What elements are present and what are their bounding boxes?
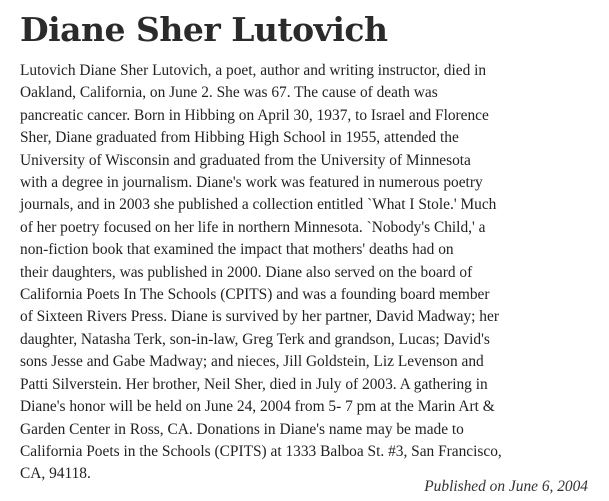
body-line: Oakland, California, on June 2. She was 67. The cause of death was: [20, 84, 438, 102]
body-line: California Poets In The Schools (CPITS) and was a founding board member: [20, 286, 490, 304]
body-line: California Poets in the Schools (CPITS) at 1333 Balboa St. #3, San Francisco,: [20, 442, 502, 460]
body-line: sons Jesse and Gabe Madway; and nieces, Jill Goldstein, Liz Levenson and: [20, 353, 484, 371]
body-line: their daughters, was published in 2000. Diane also served on the board of: [20, 263, 473, 281]
body-line: Sher, Diane graduated from Hibbing High School in 1955, attended the: [20, 129, 459, 147]
body-line: daughter, Natasha Terk, son-in-law, Greg Terk and grandson, Lucas; David's: [20, 330, 490, 348]
body-line: pancreatic cancer. Born in Hibbing on April 30, 1937, to Israel and Florence: [20, 106, 489, 124]
obituary-title: Diane Sher Lutovich: [20, 10, 388, 49]
body-line: non-fiction book that examined the impact that mothers' deaths had on: [20, 241, 454, 259]
body-line: Lutovich Diane Sher Lutovich, a poet, author and writing instructor, died in: [20, 62, 487, 79]
body-line: Diane's honor will be held on June 24, 2004 from 5- 7 pm at the Marin Art &: [20, 398, 495, 416]
body-line: journals, and in 2003 she published a collection entitled `What I Stole.' Much: [20, 196, 497, 214]
body-line: of her poetry focused on her life in northern Minnesota. `Nobody's Child,' a: [20, 218, 486, 236]
body-line: Garden Center in Ross, CA. Donations in Diane's name may be made to: [20, 420, 464, 438]
obituary: [20, 8, 600, 486]
published-date: Published on June 6, 2004: [424, 478, 588, 495]
obituary-body: [20, 60, 600, 486]
body-line: Patti Silverstein. Her brother, Neil Sher, died in July of 2003. A gathering in: [20, 375, 488, 393]
body-line: with a degree in journalism. Diane's work was featured in numerous poetry: [20, 174, 483, 192]
body-line: of Sixteen Rivers Press. Diane is survived by her partner, David Madway; her: [20, 308, 499, 326]
body-line: CA, 94118.: [20, 465, 91, 483]
body-line: University of Wisconsin and graduated from the University of Minnesota: [20, 151, 471, 169]
